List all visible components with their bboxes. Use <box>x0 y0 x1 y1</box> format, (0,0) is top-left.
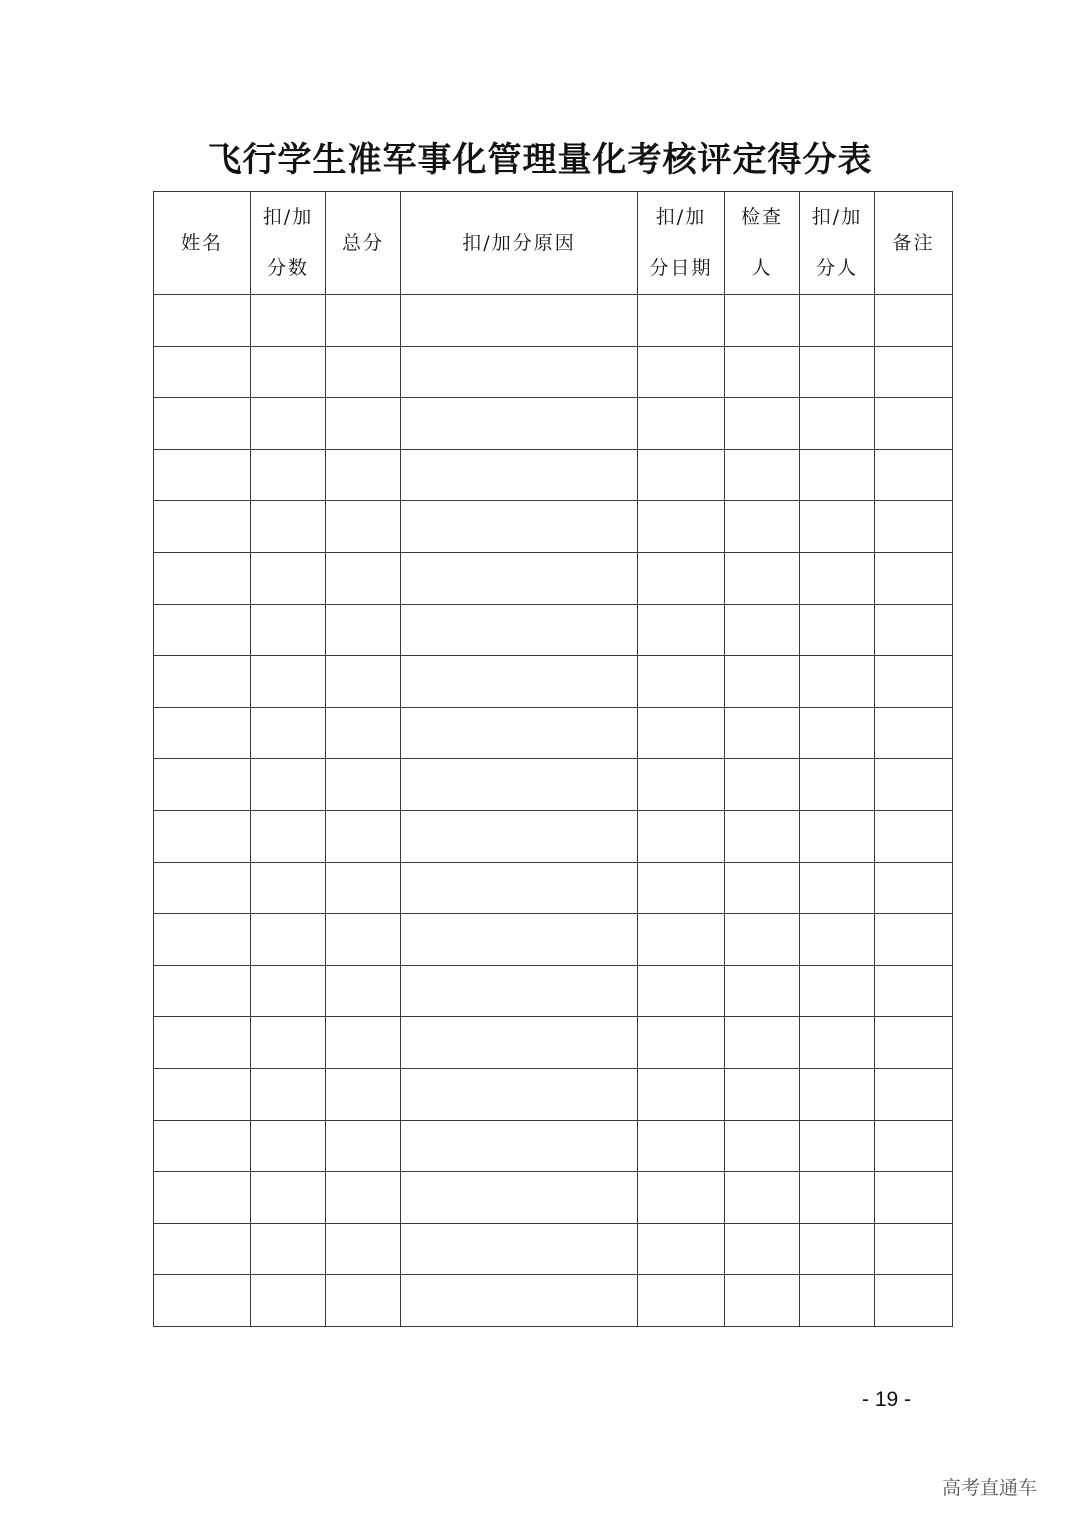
column-header-text: 总分 <box>341 231 384 254</box>
table-cell[interactable] <box>875 604 953 656</box>
table-cell[interactable] <box>638 501 725 553</box>
table-cell[interactable] <box>875 1120 953 1172</box>
table-cell[interactable] <box>800 914 875 966</box>
table-cell[interactable] <box>251 449 326 501</box>
column-header-text: 姓名 <box>180 231 223 254</box>
table-row <box>154 914 953 966</box>
table-cell[interactable] <box>401 398 638 450</box>
table-cell[interactable] <box>154 346 251 398</box>
table-row <box>154 398 953 450</box>
page-number: - 19 - <box>862 1388 912 1411</box>
table-cell[interactable] <box>638 1120 725 1172</box>
table-cell[interactable] <box>638 1223 725 1275</box>
table-cell[interactable] <box>154 449 251 501</box>
table-cell[interactable] <box>326 1017 401 1069</box>
table-cell[interactable] <box>800 295 875 347</box>
table-cell[interactable] <box>800 1120 875 1172</box>
table-cell[interactable] <box>638 552 725 604</box>
table-cell[interactable] <box>326 398 401 450</box>
table-row <box>154 1275 953 1327</box>
table-cell[interactable] <box>638 604 725 656</box>
table-cell[interactable] <box>401 1275 638 1327</box>
table-cell[interactable] <box>638 965 725 1017</box>
table-cell[interactable] <box>251 1017 326 1069</box>
table-cell[interactable] <box>251 1223 326 1275</box>
table-cell[interactable] <box>725 914 800 966</box>
table-cell[interactable] <box>251 604 326 656</box>
table-row <box>154 501 953 553</box>
table-cell[interactable] <box>875 398 953 450</box>
table-cell[interactable] <box>401 449 638 501</box>
table-cell[interactable] <box>725 295 800 347</box>
table-cell[interactable] <box>725 656 800 708</box>
table-row <box>154 346 953 398</box>
header-row <box>154 192 953 295</box>
column-header-5 <box>638 192 725 295</box>
table-cell[interactable] <box>251 552 326 604</box>
table-cell[interactable] <box>725 965 800 1017</box>
table-row <box>154 965 953 1017</box>
table-cell[interactable] <box>326 1275 401 1327</box>
table-cell[interactable] <box>251 759 326 811</box>
table-cell[interactable] <box>326 501 401 553</box>
table-cell[interactable] <box>875 552 953 604</box>
table-cell[interactable] <box>154 1223 251 1275</box>
table-cell[interactable] <box>875 295 953 347</box>
table-cell[interactable] <box>251 656 326 708</box>
table-cell[interactable] <box>638 656 725 708</box>
table-cell[interactable] <box>875 501 953 553</box>
table-cell[interactable] <box>326 552 401 604</box>
table-cell[interactable] <box>638 810 725 862</box>
table-cell[interactable] <box>875 965 953 1017</box>
table-cell[interactable] <box>401 707 638 759</box>
column-header-text: 扣/加 <box>811 206 863 228</box>
column-header-1 <box>154 192 251 295</box>
table-cell[interactable] <box>326 914 401 966</box>
table-cell[interactable] <box>154 501 251 553</box>
column-header-text: 扣/加 <box>262 206 314 228</box>
table-cell[interactable] <box>800 656 875 708</box>
table-row <box>154 1172 953 1224</box>
table-cell[interactable] <box>326 862 401 914</box>
table-cell[interactable] <box>725 862 800 914</box>
table-cell[interactable] <box>401 346 638 398</box>
table-cell[interactable] <box>154 759 251 811</box>
table-row <box>154 449 953 501</box>
table-cell[interactable] <box>251 1068 326 1120</box>
table-cell[interactable] <box>326 759 401 811</box>
table-cell[interactable] <box>725 810 800 862</box>
column-header-6 <box>725 192 800 295</box>
table-cell[interactable] <box>326 1120 401 1172</box>
table-row <box>154 295 953 347</box>
table-row <box>154 656 953 708</box>
table-cell[interactable] <box>154 656 251 708</box>
table-cell[interactable] <box>326 295 401 347</box>
table-cell[interactable] <box>326 810 401 862</box>
table-cell[interactable] <box>401 501 638 553</box>
table-row <box>154 810 953 862</box>
table-row <box>154 604 953 656</box>
table-cell[interactable] <box>401 295 638 347</box>
table-cell[interactable] <box>800 449 875 501</box>
table-cell[interactable] <box>875 656 953 708</box>
table-cell[interactable] <box>638 346 725 398</box>
table-cell[interactable] <box>251 295 326 347</box>
table-cell[interactable] <box>326 965 401 1017</box>
table-cell[interactable] <box>800 552 875 604</box>
table-cell[interactable] <box>800 1017 875 1069</box>
table-cell[interactable] <box>326 707 401 759</box>
table-cell[interactable] <box>638 1172 725 1224</box>
table-cell[interactable] <box>725 1120 800 1172</box>
table-cell[interactable] <box>154 1275 251 1327</box>
table-cell[interactable] <box>725 1223 800 1275</box>
table-cell[interactable] <box>638 1068 725 1120</box>
table-row <box>154 552 953 604</box>
column-header-text: 人 <box>751 257 773 279</box>
table-cell[interactable] <box>725 346 800 398</box>
column-header-4 <box>401 192 638 295</box>
table-cell[interactable] <box>154 552 251 604</box>
table-cell[interactable] <box>725 759 800 811</box>
column-header-8 <box>875 192 953 295</box>
table-cell[interactable] <box>875 1017 953 1069</box>
table-cell[interactable] <box>401 759 638 811</box>
table-row <box>154 862 953 914</box>
table-cell[interactable] <box>725 1017 800 1069</box>
table-cell[interactable] <box>251 862 326 914</box>
table-cell[interactable] <box>725 449 800 501</box>
table-cell[interactable] <box>725 398 800 450</box>
table-cell[interactable] <box>326 604 401 656</box>
table-cell[interactable] <box>875 759 953 811</box>
table-cell[interactable] <box>251 965 326 1017</box>
table-cell[interactable] <box>154 707 251 759</box>
table-cell[interactable] <box>251 1172 326 1224</box>
table-cell[interactable] <box>251 398 326 450</box>
table-cell[interactable] <box>401 552 638 604</box>
column-header-text: 检查 <box>740 206 783 228</box>
table-cell[interactable] <box>154 1120 251 1172</box>
column-header-7 <box>800 192 875 295</box>
table-cell[interactable] <box>875 862 953 914</box>
table-cell[interactable] <box>154 1017 251 1069</box>
table-cell[interactable] <box>875 1275 953 1327</box>
table-cell[interactable] <box>875 449 953 501</box>
table-cell[interactable] <box>800 1275 875 1327</box>
column-header-text: 分数 <box>266 257 309 279</box>
table-row <box>154 1120 953 1172</box>
table-cell[interactable] <box>725 552 800 604</box>
table-cell[interactable] <box>154 398 251 450</box>
table-cell[interactable] <box>638 759 725 811</box>
table-cell[interactable] <box>800 965 875 1017</box>
table-cell[interactable] <box>638 1275 725 1327</box>
table-cell[interactable] <box>725 604 800 656</box>
table-cell[interactable] <box>154 604 251 656</box>
table-cell[interactable] <box>401 656 638 708</box>
score-table <box>153 191 953 1327</box>
table-cell[interactable] <box>875 1223 953 1275</box>
column-header-text: 扣/加 <box>655 206 707 228</box>
table-cell[interactable] <box>154 1068 251 1120</box>
table-cell[interactable] <box>725 707 800 759</box>
table-cell[interactable] <box>875 1068 953 1120</box>
page-title: 飞行学生准军事化管理量化考核评定得分表 <box>207 140 873 180</box>
table-cell[interactable] <box>154 862 251 914</box>
table-row <box>154 1017 953 1069</box>
table-cell[interactable] <box>401 965 638 1017</box>
table-cell[interactable] <box>638 398 725 450</box>
table-cell[interactable] <box>800 1172 875 1224</box>
column-header-text: 备注 <box>892 231 935 254</box>
table-row <box>154 707 953 759</box>
table-cell[interactable] <box>401 914 638 966</box>
table-cell[interactable] <box>800 759 875 811</box>
table-body <box>154 295 953 1327</box>
table-cell[interactable] <box>401 1172 638 1224</box>
table-cell[interactable] <box>638 707 725 759</box>
table-cell[interactable] <box>725 1275 800 1327</box>
table-cell[interactable] <box>800 1223 875 1275</box>
column-header-text: 分人 <box>815 257 858 279</box>
table-cell[interactable] <box>401 1068 638 1120</box>
column-header-2 <box>251 192 326 295</box>
table-row <box>154 1223 953 1275</box>
table-cell[interactable] <box>875 914 953 966</box>
table-cell[interactable] <box>638 1017 725 1069</box>
table-cell[interactable] <box>800 604 875 656</box>
table-cell[interactable] <box>800 501 875 553</box>
table-cell[interactable] <box>401 862 638 914</box>
table-cell[interactable] <box>251 1275 326 1327</box>
table-cell[interactable] <box>154 914 251 966</box>
table-cell[interactable] <box>725 501 800 553</box>
table-cell[interactable] <box>154 1172 251 1224</box>
table-cell[interactable] <box>800 1068 875 1120</box>
table-cell[interactable] <box>401 1223 638 1275</box>
table-cell[interactable] <box>800 810 875 862</box>
table-cell[interactable] <box>800 398 875 450</box>
table-cell[interactable] <box>401 1017 638 1069</box>
table-cell[interactable] <box>638 295 725 347</box>
table-cell[interactable] <box>251 810 326 862</box>
table-cell[interactable] <box>326 656 401 708</box>
table-cell[interactable] <box>154 295 251 347</box>
table-cell[interactable] <box>154 810 251 862</box>
table-cell[interactable] <box>401 810 638 862</box>
table-cell[interactable] <box>326 449 401 501</box>
table-cell[interactable] <box>401 604 638 656</box>
table-cell[interactable] <box>251 346 326 398</box>
table-cell[interactable] <box>800 862 875 914</box>
table-cell[interactable] <box>800 346 875 398</box>
table-cell[interactable] <box>326 1068 401 1120</box>
table-cell[interactable] <box>326 1172 401 1224</box>
column-header-text: 扣/加分原因 <box>462 231 576 254</box>
table-cell[interactable] <box>638 449 725 501</box>
table-cell[interactable] <box>875 707 953 759</box>
table-cell[interactable] <box>875 1172 953 1224</box>
table-cell[interactable] <box>875 346 953 398</box>
table-cell[interactable] <box>251 914 326 966</box>
table-cell[interactable] <box>725 1172 800 1224</box>
column-header-text: 分日期 <box>649 257 713 279</box>
table-cell[interactable] <box>875 810 953 862</box>
table-row <box>154 759 953 811</box>
table-cell[interactable] <box>326 1223 401 1275</box>
table-cell[interactable] <box>251 707 326 759</box>
table-cell[interactable] <box>401 1120 638 1172</box>
table-cell[interactable] <box>154 965 251 1017</box>
table-cell[interactable] <box>251 1120 326 1172</box>
table-cell[interactable] <box>638 914 725 966</box>
table-row <box>154 1068 953 1120</box>
table-cell[interactable] <box>251 501 326 553</box>
table-cell[interactable] <box>326 346 401 398</box>
table-cell[interactable] <box>800 707 875 759</box>
column-header-3 <box>326 192 401 295</box>
watermark: 高考直通车 <box>942 1477 1038 1499</box>
table-cell[interactable] <box>725 1068 800 1120</box>
table-cell[interactable] <box>638 862 725 914</box>
